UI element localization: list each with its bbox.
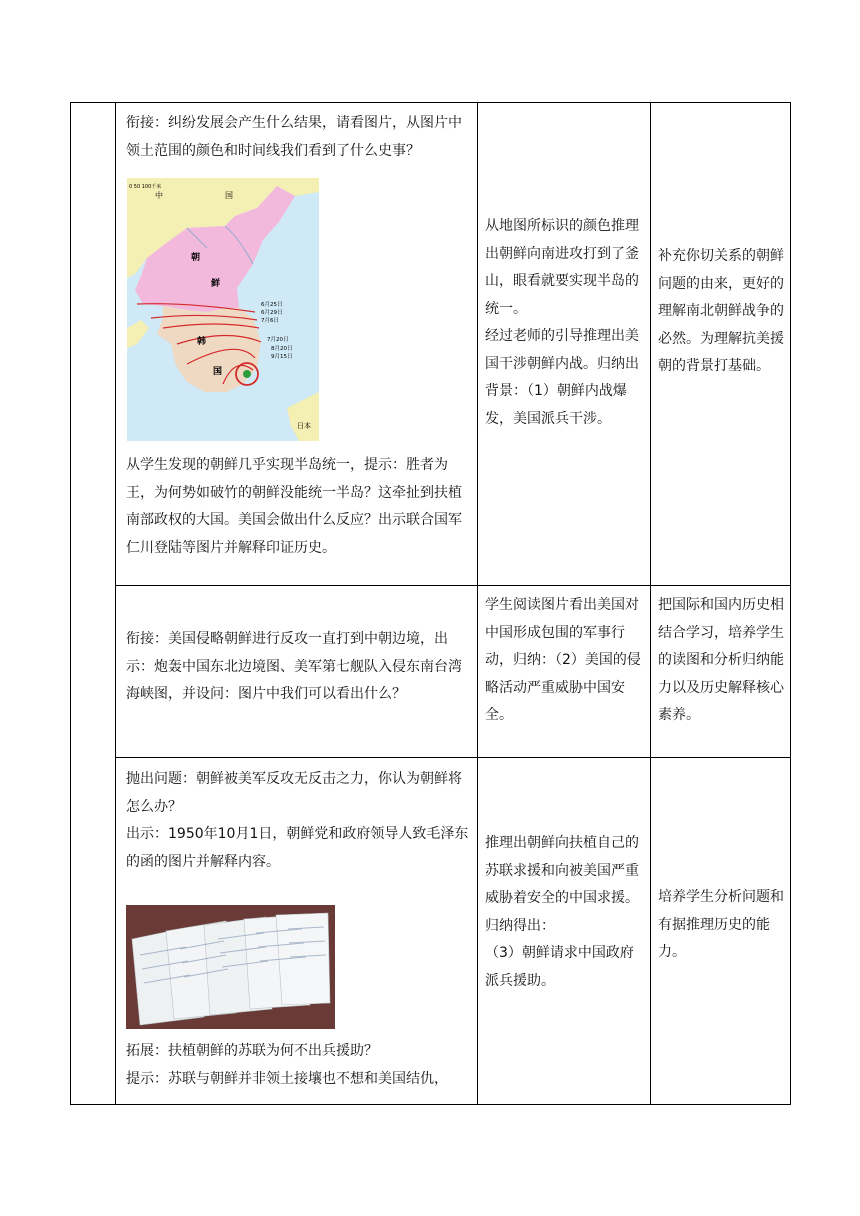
map-label-korea-1: 朝 (191, 253, 201, 263)
map-label-south-2: 国 (213, 367, 223, 377)
map-date-1: 6月25日 (261, 302, 283, 308)
row3-design-purpose: 培养学生分析问题和有据推理历史的能力。 (658, 889, 784, 960)
map-scale: 0 50 100千米 (129, 184, 162, 190)
row1-content-intro: 衔接：纠纷发展会产生什么结果，请看图片，从图片中领土范围的颜色和时间线我们看到了什么史事？ (126, 115, 462, 159)
row1-content-analysis: 从学生发现的朝鲜几乎实现半岛统一，提示：胜者为王，为何势如破竹的朝鲜没能统一半岛？这牵扯到扶植南部政权的大国。美国会做出什么反应？出示联合国军仁川登陆等图片并解释印证历史。 (126, 457, 462, 556)
row3-student-activity: 推理出朝鲜向扶植自己的苏联求援和向被美国严重威胁着安全的中国求援。归纳得出： （3）朝鲜请求中国政府派兵援助。 (485, 835, 639, 989)
map-label-country: 国 (225, 191, 233, 200)
map-label-south-1: 韩 (197, 337, 207, 347)
map-label-korea-2: 鲜 (211, 279, 221, 289)
row2-content: 衔接：美国侵略朝鲜进行反攻一直打到中朝边境，出示：炮轰中国东北边境图、美军第七舰队入侵东南台湾海峡图，并设问：图片中我们可以看出什么？ (126, 631, 462, 702)
map-label-china: 中 (155, 191, 163, 200)
map-date-6: 9月15日 (271, 354, 293, 360)
row2-student-activity: 学生阅读图片看出美国对中国形成包围的军事行动，归纳：（2）美国的侵略活动严重威胁中国安全。 (485, 597, 641, 723)
letter-photo (126, 905, 335, 1029)
row2-design-purpose: 把国际和国内历史相结合学习，培养学生的读图和分析归纳能力以及历史解释核心素养。 (658, 597, 784, 723)
korean-war-map (127, 178, 319, 441)
map-date-5: 8月20日 (271, 346, 293, 352)
row3-content-extension: 拓展：扶植朝鲜的苏联为何不出兵援助？ 提示：苏联与朝鲜并非领土接壤也不想和美国结仇， (126, 1043, 448, 1087)
map-date-4: 7月20日 (267, 337, 289, 343)
row1-design-purpose: 补充你切关系的朝鲜问题的由来，更好的理解南北朝鲜战争的必然。为理解抗美援朝的背景打基础。 (658, 248, 784, 374)
map-date-2: 6月29日 (261, 310, 283, 316)
row1-student-activity: 从地图所标识的颜色推理出朝鲜向南进攻打到了釜山，眼看就要实现半岛的统一。 经过老师的引导推理出美国干涉朝鲜内战。归纳出背景：（1）朝鲜内战爆发，美国派兵干涉。 (485, 218, 639, 427)
map-label-japan: 日本 (297, 422, 311, 430)
row3-content-intro: 抛出问题：朝鲜被美军反攻无反击之力，你认为朝鲜将怎么办？ 出示：1950年10月1日，朝鲜党和政府领导人致毛泽东的函的图片并解释内容。 (126, 771, 469, 870)
map-date-3: 7月6日 (261, 318, 279, 324)
